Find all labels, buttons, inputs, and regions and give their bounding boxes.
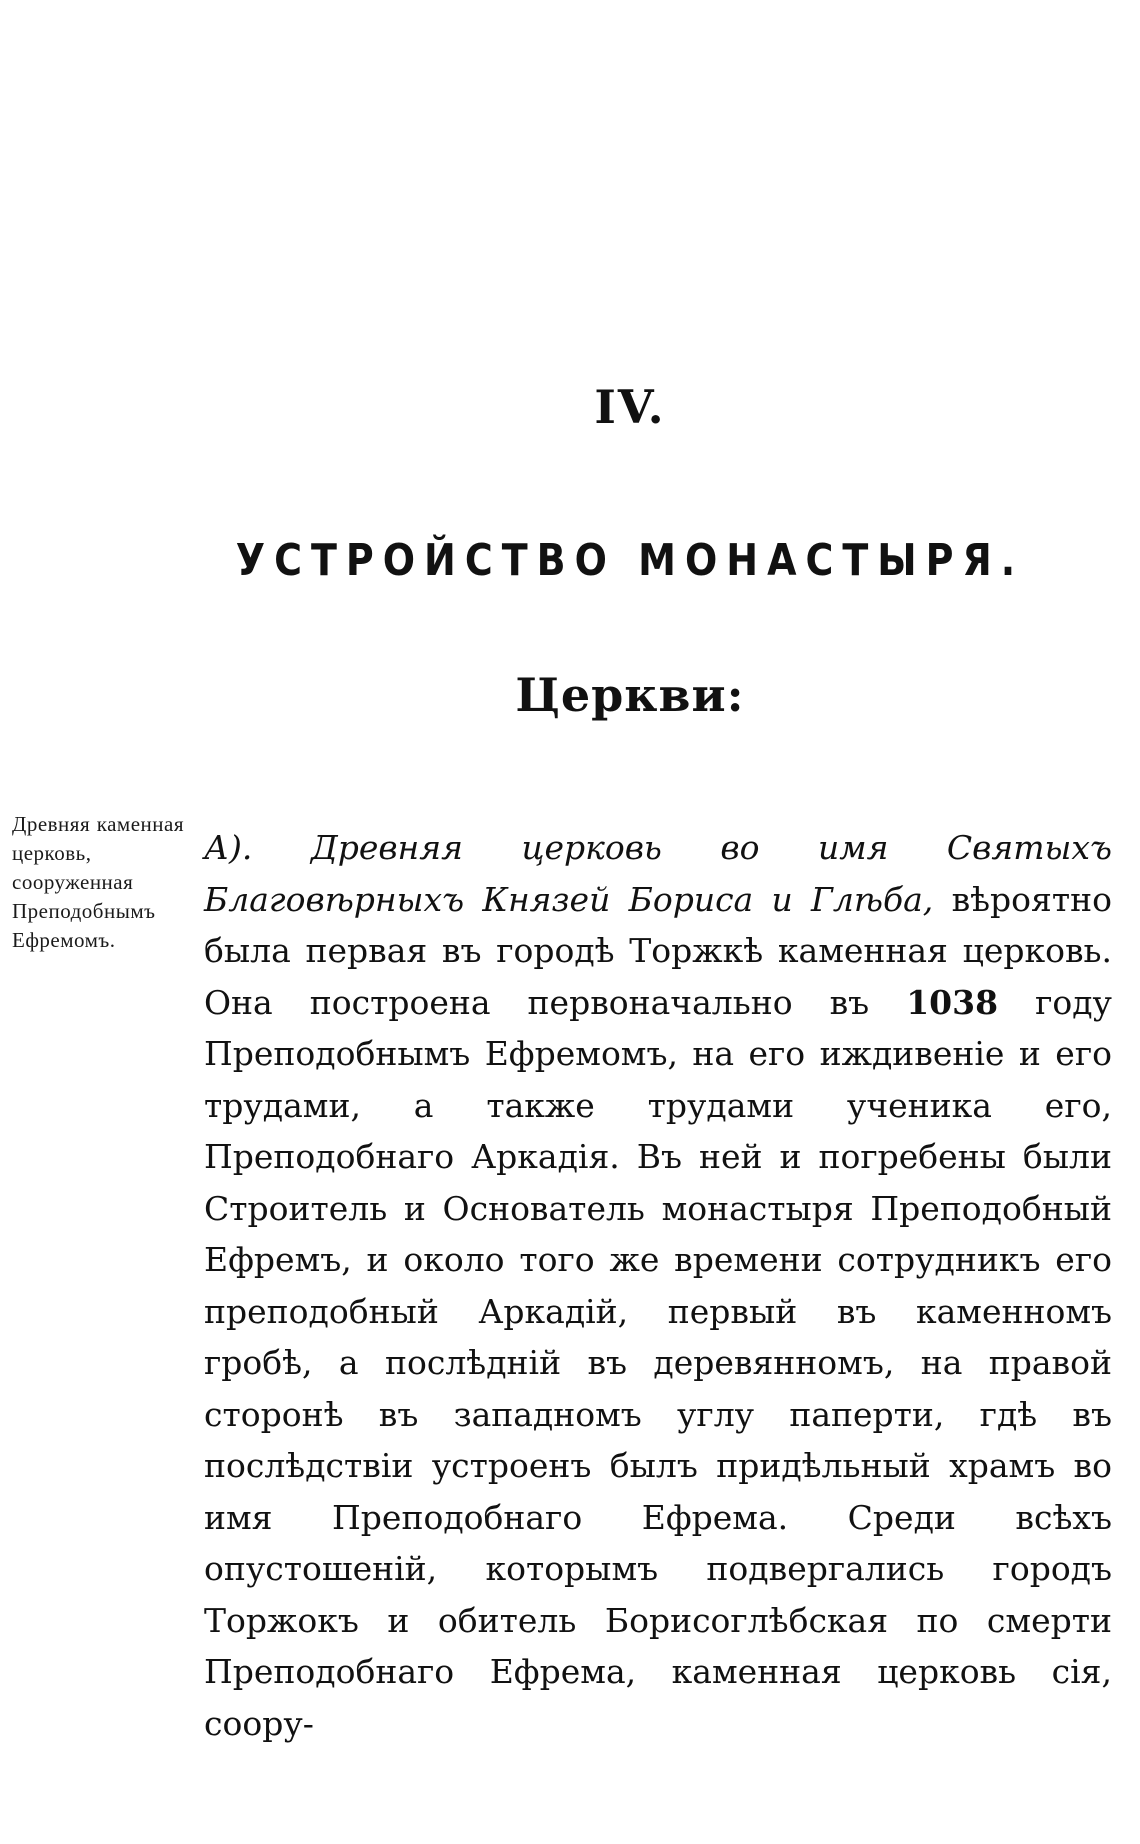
subsection-title: Церкви: [515, 668, 745, 722]
paragraph-marker: А). [204, 828, 253, 867]
chapter-number: IV. [594, 380, 666, 434]
body-paragraph [204, 822, 1112, 1749]
paragraph-text-start: вѣроятно была первая въ городѣ Торжкѣ каменная церковь. Она построена первоначально въ [204, 879, 1112, 1022]
paragraph-text-rest: году Преподобнымъ Ефремомъ, на его иждивеніе и его трудами, а также трудами ученика его, Преподобнаго Аркадія. Въ ней и погребены были Строитель и Основатель монастыря Преподобный Ефремъ, и около того же времени сотрудникъ его преподобный Аркадій, первый въ каменномъ гробѣ, а послѣдній въ деревянномъ, на правой сторонѣ въ западномъ углу паперти, гдѣ въ послѣдствіи устроенъ былъ придѣльный храмъ во имя Преподобнаго Ефрема. Среди всѣхъ опустошеній, которымъ подвергались городъ Торжокъ и обитель Борисоглѣбская по смерти Преподобнаго Ефрема, каменная церковь сія, соору- [204, 982, 1112, 1743]
section-title: УСТРОЙСТВО МОНАСТЫРЯ. [235, 534, 1025, 586]
year-value: 1038 [906, 982, 999, 1022]
margin-note: Древняя каменная церковь, сооруженная Преподобнымъ Ефремомъ. [12, 812, 184, 952]
church-name-heading: Древняя церковь во имя Святыхъ Благовѣрныхъ Князей Бориса и Глѣба, [204, 828, 1112, 919]
